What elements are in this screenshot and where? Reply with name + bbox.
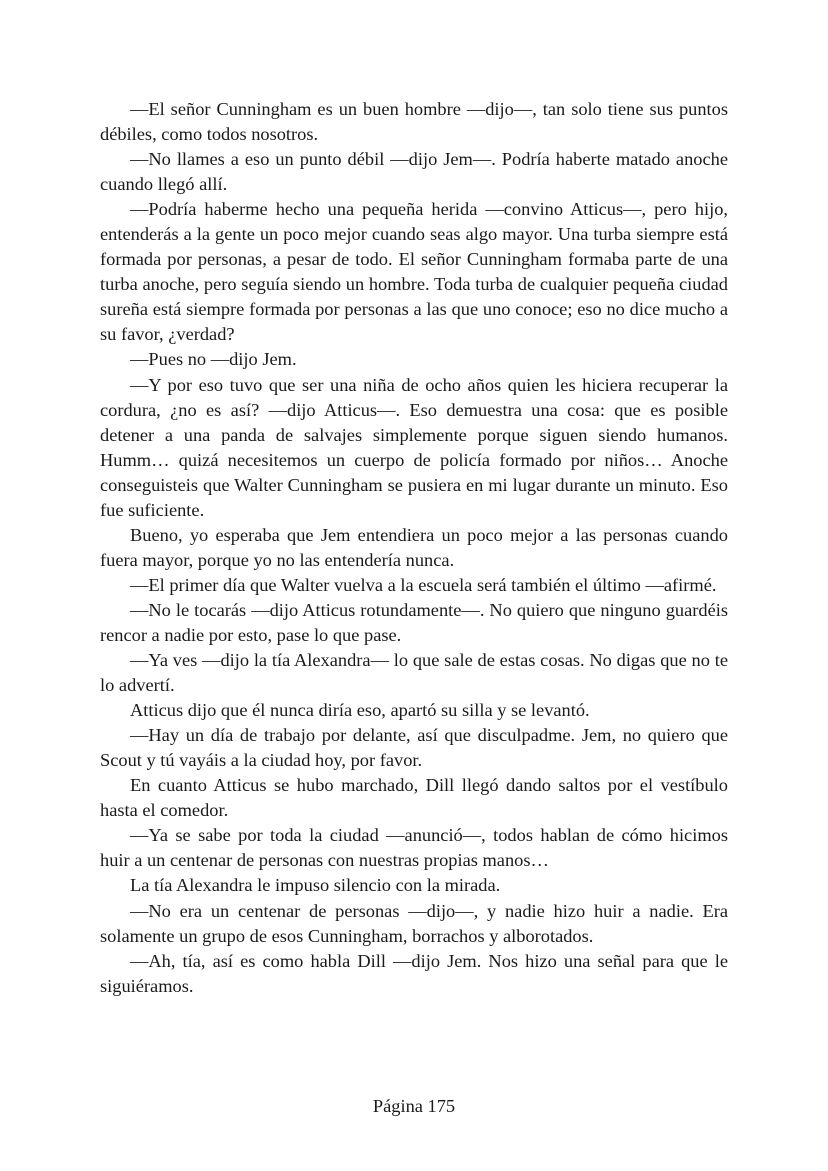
paragraph: La tía Alexandra le impuso silencio con la mirada.: [130, 875, 501, 896]
paragraph: —El señor Cunningham es un buen hombre —dijo—, tan solo tiene sus puntos débiles, como todos nosotros.: [100, 99, 728, 145]
page-number: Página 175: [372, 1096, 456, 1116]
paragraph: En cuanto Atticus se hubo marchado, Dill llegó dando saltos por el vestíbulo hasta el comedor.: [100, 775, 728, 821]
paragraph: —Ya se sabe por toda la ciudad —anunció—, todos hablan de cómo hicimos huir a un centenar de personas con nuestras propias manos…: [100, 825, 728, 871]
paragraph: Atticus dijo que él nunca diría eso, apartó su silla y se levantó.: [130, 700, 590, 721]
paragraph: —Podría haberme hecho una pequeña herida —convino Atticus—, pero hijo, entenderás a la gente un poco mejor cuando seas algo mayor. Una turba siempre está formada por personas, a pesar de todo. El señor Cunningham formaba parte de una turba anoche, pero seguía siendo un hombre. Toda turba de cualquier pequeña ciudad sureña está siempre formada por personas a las que uno conoce; eso no dice mucho a su favor, ¿verdad?: [100, 199, 728, 345]
paragraph: —No era un centenar de personas —dijo—, y nadie hizo huir a nadie. Era solamente un grupo de esos Cunningham, borrachos y alborotados.: [100, 900, 728, 946]
paragraph: —Hay un día de trabajo por delante, así que disculpadme. Jem, no quiero que Scout y tú vayáis a la ciudad hoy, por favor.: [100, 725, 728, 771]
paragraph: —El primer día que Walter vuelva a la escuela será también el último —afirmé.: [130, 574, 717, 595]
paragraph: —Pues no —dijo Jem.: [130, 349, 297, 370]
paragraph: —No llames a eso un punto débil —dijo Jem—. Podría haberte matado anoche cuando llegó allí.: [100, 149, 728, 195]
paragraph: —Ah, tía, así es como habla Dill —dijo Jem. Nos hizo una señal para que le siguiéramos.: [100, 950, 728, 996]
paragraph: Bueno, yo esperaba que Jem entendiera un poco mejor a las personas cuando fuera mayor, porque yo no las entendería nunca.: [100, 524, 728, 570]
paragraph: —Y por eso tuvo que ser una niña de ocho años quien les hiciera recuperar la cordura, ¿no es así? —dijo Atticus—. Eso demuestra una cosa: que es posible detener a una panda de salvajes simplemente porque siguen siendo humanos. Humm… quizá necesitemos un cuerpo de policía formado por niños… Anoche conseguisteis que Walter Cunningham se pusiera en mi lugar durante un minuto. Eso fue suficiente.: [100, 374, 728, 520]
paragraph: —No le tocarás —dijo Atticus rotundamente—. No quiero que ninguno guardéis rencor a nadie por esto, pase lo que pase.: [100, 599, 728, 645]
page-body-text: [100, 97, 728, 999]
paragraph: —Ya ves —dijo la tía Alexandra— lo que sale de estas cosas. No digas que no te lo advertí.: [100, 650, 728, 696]
